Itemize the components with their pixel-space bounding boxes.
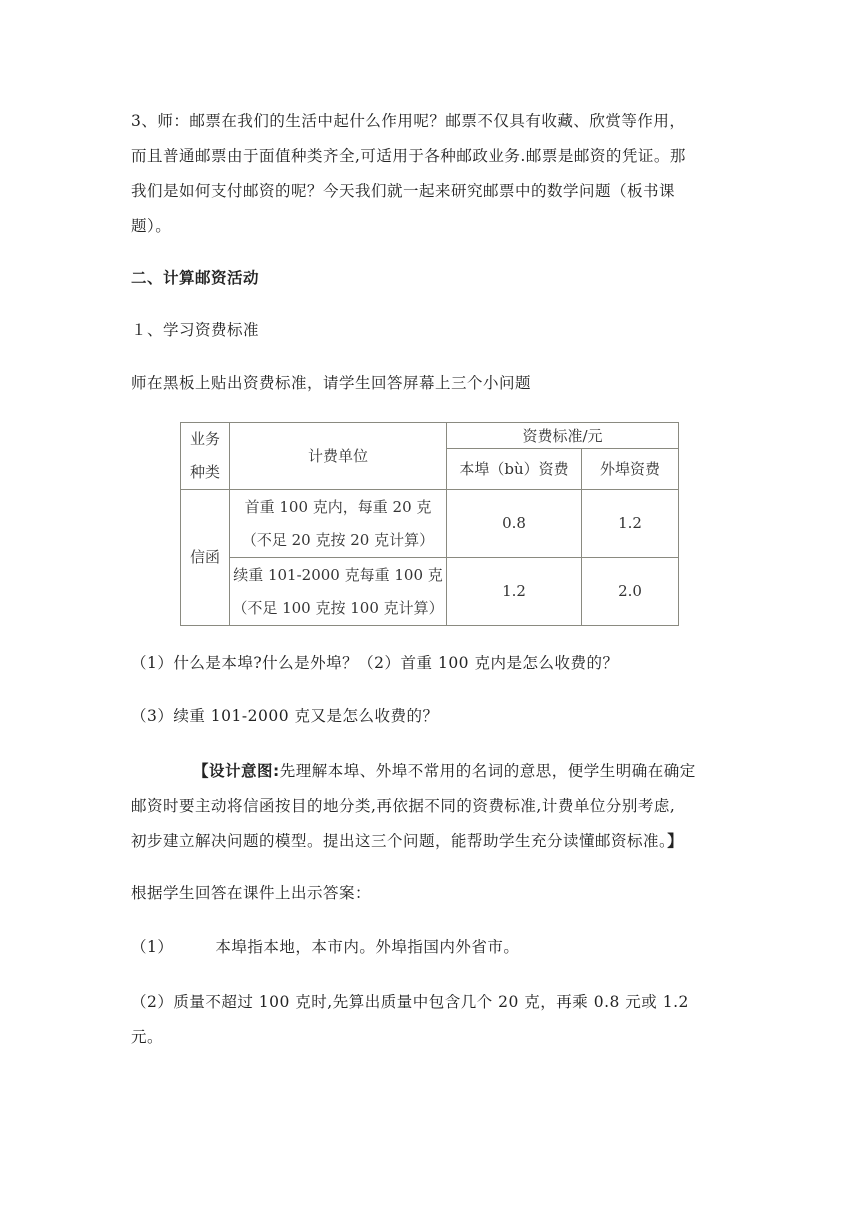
answer-1-text: 本埠指本地，本市内。外埠指国内外省市。: [215, 938, 520, 956]
text-line: 3、师：邮票在我们的生活中起什么作用呢？邮票不仅具有收藏、欣赏等作用，: [131, 112, 686, 130]
table-cell-nonlocal: 1.2: [582, 490, 679, 558]
table-cell-nonlocal: 2.0: [582, 558, 679, 626]
design-intent-label: 【设计意图:: [193, 762, 280, 780]
text-line: 邮资时要主动将信函按目的地分类,再依据不同的资费标准,计费单位分别考虑,: [131, 797, 676, 815]
subsection-heading: １、学习资费标准: [131, 321, 260, 339]
paragraph-teacher-intro: [131, 104, 731, 244]
text-line: 题）。: [131, 217, 172, 235]
paragraph-instruction: 师在黑板上贴出资费标准，请学生回答屏幕上三个小问题: [131, 374, 532, 392]
table-cell-local: 0.8: [447, 490, 582, 558]
table-cell-local: 1.2: [447, 558, 582, 626]
table-cell-unit: 续重 101-2000 克每重 100 克 （不足 100 克按 100 克计算）: [230, 558, 447, 626]
text-line: 而且普通邮票由于面值种类齐全,可适用于各种邮政业务.邮票是邮资的凭证。那: [131, 147, 686, 165]
table-cell-category: 信函: [181, 490, 230, 626]
table-header-local: 本埠（bù）资费: [447, 449, 582, 490]
section-heading: 二、计算邮资活动: [131, 269, 260, 287]
answer-intro: 根据学生回答在课件上出示答案：: [131, 884, 372, 902]
table-header-category: 业务 种类: [181, 423, 230, 490]
table-header-unit: 计费单位: [230, 423, 447, 490]
text-line: （2）质量不超过 100 克时,先算出质量中包含几个 20 克，再乘 0.8 元或 1.2: [131, 993, 689, 1011]
text-line: 我们是如何支付邮资的呢？今天我们就一起来研究邮票中的数学问题（板书课: [131, 182, 676, 200]
table-header-nonlocal: 外埠资费: [582, 449, 679, 490]
table-header-rate: 资费标准/元: [447, 423, 679, 449]
text-line: 元。: [131, 1028, 164, 1046]
text-line: 先理解本埠、外埠不常用的名词的意思，便学生明确在确定: [279, 762, 696, 780]
question-1-2: （1）什么是本埠?什么是外埠？（2）首重 100 克内是怎么收费的？: [131, 654, 619, 672]
answer-2: [131, 985, 731, 1055]
table-row: [181, 558, 679, 626]
design-intent-end: 】: [667, 832, 684, 850]
answer-1-label: （1）: [131, 938, 174, 956]
postage-rate-table: [180, 422, 679, 626]
text-line: 初步建立解决问题的模型。提出这三个问题，能帮助学生充分读懂邮资标准。: [131, 832, 668, 850]
table-cell-unit: 首重 100 克内，每重 20 克 （不足 20 克按 20 克计算）: [230, 490, 447, 558]
answer-1: [131, 930, 731, 965]
table-row: [181, 490, 679, 558]
question-3: （3）续重 101-2000 克又是怎么收费的？: [131, 707, 439, 725]
design-intent-paragraph: [131, 754, 731, 859]
